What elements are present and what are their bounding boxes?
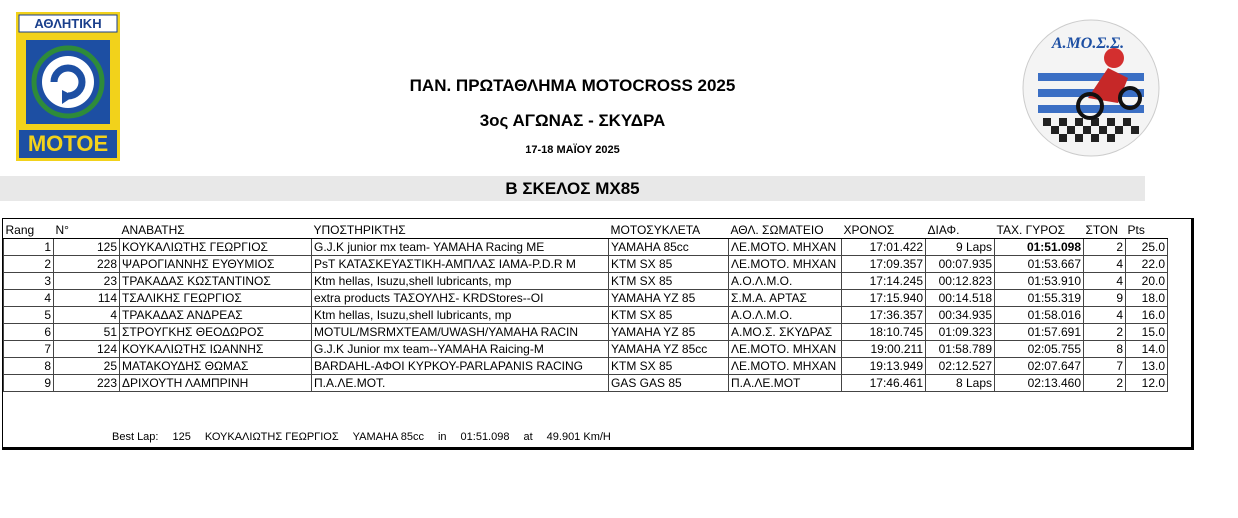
table-row [4,375,1168,392]
cell-rang: 5 [4,307,54,324]
cell-on-lap: 8 [1084,341,1126,358]
cell-bike: KTM SX 85 [609,358,729,375]
cell-sponsor: Π.Α.ΛΕ.ΜΟΤ. [312,375,609,392]
logo-top-text: ΑΘΛΗΤΙΚΗ [34,16,102,31]
cell-diff: 00:14.518 [926,290,995,307]
best-lap-bike: YAMAHA 85cc [352,431,424,443]
cell-diff: 9 Laps [926,239,995,256]
col-rang: Rang [4,222,54,239]
best-lap-in: in [437,431,447,443]
cell-club: Α.Ο.Λ.Μ.Ο. [729,307,842,324]
cell-number: 23 [54,273,120,290]
cell-points: 15.0 [1126,324,1168,341]
cell-diff: 01:58.789 [926,341,995,358]
cell-rang: 2 [4,256,54,273]
cell-fast-lap: 01:55.319 [995,290,1084,307]
cell-number: 125 [54,239,120,256]
table-row [4,307,1168,324]
cell-club: Π.Α.ΛΕ.ΜΟΤ [729,375,842,392]
col-club: ΑΘΛ. ΣΩΜΑΤΕΙΟ [729,222,842,239]
cell-time: 17:01.422 [842,239,926,256]
col-points: Pts [1126,222,1168,239]
table-row [4,256,1168,273]
best-lap-number: 125 [172,431,191,443]
best-lap-label: Best Lap: [112,431,159,443]
col-sponsor: ΥΠΟΣΤΗΡΙΚΤΗΣ [312,222,609,239]
best-lap-rider: ΚΟΥΚΑΛΙΩΤΗΣ ΓΕΩΡΓΙΟΣ [204,431,339,443]
col-on-lap: ΣΤΟΝ [1084,222,1126,239]
col-fast-lap: ΤΑΧ. ΓΥΡΟΣ [995,222,1084,239]
cell-time: 18:10.745 [842,324,926,341]
race-title: 3ος ΑΓΩΝΑΣ - ΣΚΥΔΡΑ [479,111,666,130]
results-table [3,222,1168,392]
cell-rang: 9 [4,375,54,392]
best-lap-line [112,431,625,443]
cell-diff: 01:09.323 [926,324,995,341]
cell-points: 12.0 [1126,375,1168,392]
cell-sponsor: G.J.K Junior mx team--YAMAHA Raicing-M [312,341,609,358]
cell-club: Α.Ο.Λ.Μ.Ο. [729,273,842,290]
cell-rang: 1 [4,239,54,256]
cell-rang: 7 [4,341,54,358]
cell-rider: ΚΟΥΚΑΛΙΩΤΗΣ ΙΩΑΝΝΗΣ [120,341,312,358]
cell-sponsor: PsT ΚΑΤΑΣΚΕΥΑΣΤΙΚΗ-ΑΜΠΛΑΣ ΙΑΜΑ-P.D.R M [312,256,609,273]
section-heading: Β ΣΚΕΛΟΣ ΜΧ85 [0,176,1145,201]
cell-number: 51 [54,324,120,341]
cell-bike: YAMAHA YZ 85 [609,324,729,341]
cell-rider: ΜΑΤΑΚΟΥΔΗΣ ΘΩΜΑΣ [120,358,312,375]
cell-diff: 8 Laps [926,375,995,392]
cell-rang: 6 [4,324,54,341]
cell-on-lap: 4 [1084,256,1126,273]
cell-number: 124 [54,341,120,358]
cell-sponsor: Ktm hellas, Isuzu,shell lubricants, mp [312,273,609,290]
cell-fast-lap: 01:53.667 [995,256,1084,273]
col-rider: ΑΝΑΒΑΤΗΣ [120,222,312,239]
cell-bike: GAS GAS 85 [609,375,729,392]
cell-on-lap: 2 [1084,324,1126,341]
cell-bike: KTM SX 85 [609,273,729,290]
cell-sponsor: Ktm hellas, Isuzu,shell lubricants, mp [312,307,609,324]
cell-time: 19:13.949 [842,358,926,375]
cell-points: 14.0 [1126,341,1168,358]
cell-number: 4 [54,307,120,324]
cell-bike: KTM SX 85 [609,256,729,273]
cell-time: 19:00.211 [842,341,926,358]
cell-diff: 00:34.935 [926,307,995,324]
cell-bike: YAMAHA YZ 85cc [609,341,729,358]
cell-bike: KTM SX 85 [609,307,729,324]
race-date: 17-18 ΜΑΪΟΥ 2025 [525,144,620,156]
col-diff: ΔΙΑΦ. [926,222,995,239]
cell-sponsor: G.J.K junior mx team- YAMAHA Racing ME [312,239,609,256]
col-bike: ΜΟΤΟΣΥΚΛΕΤΑ [609,222,729,239]
cell-points: 20.0 [1126,273,1168,290]
cell-diff: 02:12.527 [926,358,995,375]
cell-number: 228 [54,256,120,273]
cell-rider: ΤΣΑΛΙΚΗΣ ΓΕΩΡΓΙΟΣ [120,290,312,307]
table-row [4,290,1168,307]
cell-club: Α.ΜΟ.Σ. ΣΚΥΔΡΑΣ [729,324,842,341]
col-number: N° [54,222,120,239]
cell-club: ΛΕ.ΜΟΤΟ. ΜΗΧΑΝ [729,358,842,375]
cell-number: 223 [54,375,120,392]
cell-fast-lap: 01:58.016 [995,307,1084,324]
cell-points: 13.0 [1126,358,1168,375]
cell-points: 18.0 [1126,290,1168,307]
cell-rider: ΣΤΡΟΥΓΚΗΣ ΘΕΟΔΩΡΟΣ [120,324,312,341]
table-row [4,273,1168,290]
cell-rider: ΤΡΑΚΑΔΑΣ ΑΝΔΡΕΑΣ [120,307,312,324]
cell-fast-lap: 01:51.098 [995,239,1084,256]
cell-time: 17:14.245 [842,273,926,290]
cell-club: Σ.Μ.Α. ΑΡΤΑΣ [729,290,842,307]
cell-fast-lap: 01:53.910 [995,273,1084,290]
best-lap-speed: 49.901 Km/H [546,431,611,443]
cell-fast-lap: 02:07.647 [995,358,1084,375]
cell-on-lap: 4 [1084,307,1126,324]
cell-diff: 00:07.935 [926,256,995,273]
cell-sponsor: MOTUL/MSRMXTEAM/UWASH/YAMAHA RACIN [312,324,609,341]
cell-on-lap: 2 [1084,375,1126,392]
table-row [4,239,1168,256]
cell-diff: 00:12.823 [926,273,995,290]
cell-points: 22.0 [1126,256,1168,273]
cell-fast-lap: 02:13.460 [995,375,1084,392]
cell-sponsor: extra products ΤΑΣΟΥΛΗΣ- KRDStores--OI [312,290,609,307]
cell-club: ΛΕ.ΜΟΤΟ. ΜΗΧΑΝ [729,239,842,256]
cell-on-lap: 4 [1084,273,1126,290]
cell-time: 17:09.357 [842,256,926,273]
cell-sponsor: BARDAHL-ΑΦΟΙ ΚΥΡΚΟΥ-PARLAPANIS RACING [312,358,609,375]
cell-rang: 8 [4,358,54,375]
logo-bottom-text: ΜΟΤΟΕ [27,131,109,156]
cell-rider: ΔΡΙΧΟΥΤΗ ΛΑΜΠΡΙΝΗ [120,375,312,392]
cell-rider: ΚΟΥΚΑΛΙΩΤΗΣ ΓΕΩΡΓΙΟΣ [120,239,312,256]
cell-fast-lap: 02:05.755 [995,341,1084,358]
cell-rang: 4 [4,290,54,307]
cell-time: 17:15.940 [842,290,926,307]
table-header-row [4,222,1168,239]
cell-fast-lap: 01:57.691 [995,324,1084,341]
cell-on-lap: 2 [1084,239,1126,256]
cell-time: 17:46.461 [842,375,926,392]
table-row [4,324,1168,341]
best-lap-time: 01:51.098 [460,431,510,443]
cell-club: ΛΕ.ΜΟΤΟ. ΜΗΧΑΝ [729,256,842,273]
cell-bike: YAMAHA YZ 85 [609,290,729,307]
cell-on-lap: 7 [1084,358,1126,375]
right-logo-text: Α.ΜΟ.Σ.Σ. [1051,35,1125,52]
cell-on-lap: 9 [1084,290,1126,307]
table-row [4,358,1168,375]
cell-points: 25.0 [1126,239,1168,256]
cell-number: 25 [54,358,120,375]
cell-number: 114 [54,290,120,307]
cell-time: 17:36.357 [842,307,926,324]
best-lap-at: at [523,431,533,443]
cell-bike: YAMAHA 85cc [609,239,729,256]
table-row [4,341,1168,358]
cell-club: ΛΕ.ΜΟΤΟ. ΜΗΧΑΝ [729,341,842,358]
cell-rider: ΤΡΑΚΑΔΑΣ ΚΩΣΤΑΝΤΙΝΟΣ [120,273,312,290]
cell-points: 16.0 [1126,307,1168,324]
championship-title: ΠΑΝ. ΠΡΩΤΑΘΛΗΜΑ MOTOCROSS 2025 [409,76,736,95]
cell-rider: ΨΑΡΟΓΙΑΝΝΗΣ ΕΥΘΥΜΙΟΣ [120,256,312,273]
cell-rang: 3 [4,273,54,290]
col-time: ΧΡΟΝΟΣ [842,222,926,239]
